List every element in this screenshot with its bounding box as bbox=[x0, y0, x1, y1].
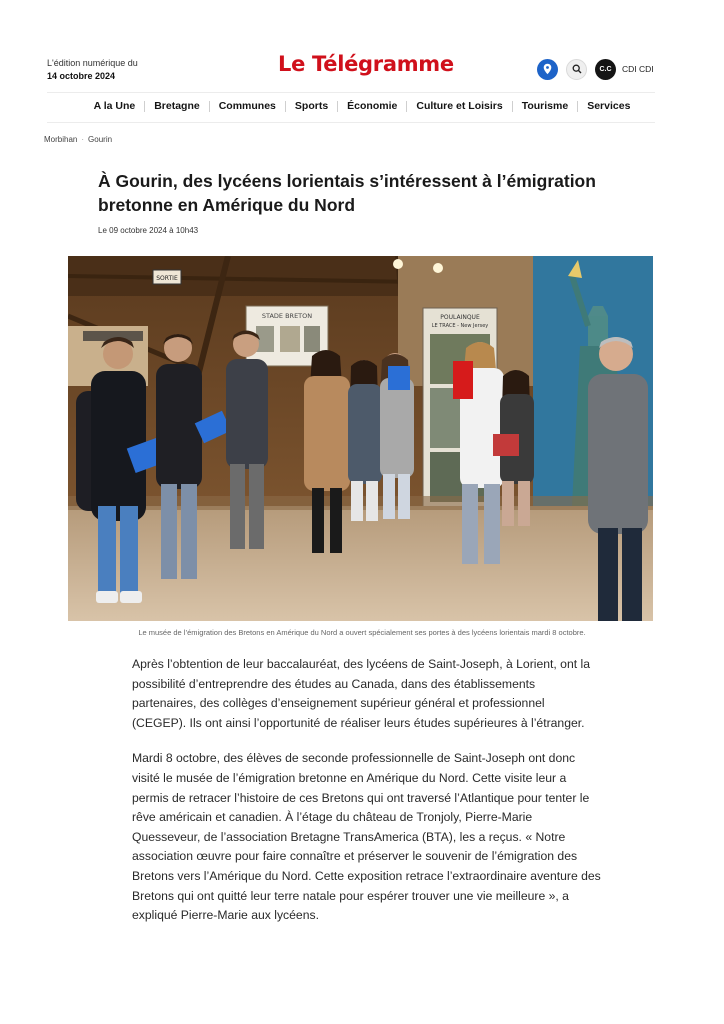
user-name[interactable]: CDI CDI bbox=[622, 64, 654, 74]
edition-label: L'édition numérique du bbox=[47, 58, 138, 68]
article-body bbox=[132, 655, 602, 942]
edition-info[interactable] bbox=[47, 57, 138, 83]
edition-date: 14 octobre 2024 bbox=[47, 71, 116, 81]
photo-caption: Le musée de l’émigration des Bretons en Amérique du Nord a ouvert spécialement ses portes à des lycéens lorientais mardi 8 octobre. bbox=[138, 628, 586, 637]
nav-divider bbox=[47, 122, 655, 123]
nav-item-sports[interactable]: Sports bbox=[294, 100, 329, 112]
breadcrumb bbox=[44, 135, 112, 144]
photo-panel-center-subtitle: LE TRACE - New Jersey bbox=[431, 323, 489, 329]
nav-item-culture-loisirs[interactable]: Culture et Loisirs bbox=[416, 100, 503, 112]
article-title: À Gourin, des lycéens lorientais s’intéressent à l’émigration bretonne en Amérique du Nord bbox=[98, 171, 596, 215]
location-icon[interactable] bbox=[537, 59, 558, 80]
breadcrumb-item-morbihan[interactable]: Morbihan bbox=[44, 135, 78, 144]
article-photo[interactable] bbox=[68, 256, 653, 621]
nav-item-economie[interactable]: Économie bbox=[347, 100, 398, 112]
main-nav bbox=[0, 100, 724, 112]
photo-panel-left-title: STADE BRETON bbox=[261, 312, 313, 320]
site-logo[interactable]: Le Télégramme bbox=[278, 52, 454, 76]
nav-item-tourisme[interactable]: Tourisme bbox=[521, 100, 569, 112]
nav-item-bretagne[interactable]: Bretagne bbox=[154, 100, 200, 112]
photo-panel-center-title: POULAINQUE bbox=[440, 314, 480, 321]
avatar[interactable]: C.C bbox=[595, 59, 616, 80]
photo-illustration bbox=[68, 256, 653, 621]
nav-item-a-la-une[interactable]: A la Une bbox=[93, 100, 136, 112]
article-paragraph: Mardi 8 octobre, des élèves de seconde professionnelle de Saint-Joseph ont donc visité le musée de l’émigration bretonne en Amérique du Nord. Cette visite leur a permis de retracer l’histoire de ces Bretons qui ont traversé l’Atlantique pour tenter le rêve américain et canadien. À l’étage du château de Tronjoly, Pierre-Marie Quesseveur, de l’association Bretagne TransAmerica (BTA), les a reçus. « Notre association œuvre pour faire connaître et préserver le souvenir de l’émigration des Bretons vers l’Amérique du Nord. Cette exposition retrace l’extraordinaire aventure des Bretons qui ont quitté leur terre natale pour espérer trouver une vie meilleure », a expliqué Pierre-Marie aux lycéens. bbox=[132, 751, 601, 923]
header-tools bbox=[537, 58, 654, 80]
photo-sign-exit: SORTIE bbox=[156, 275, 178, 282]
search-icon[interactable] bbox=[566, 59, 587, 80]
breadcrumb-separator: · bbox=[81, 135, 85, 144]
nav-item-services[interactable]: Services bbox=[587, 100, 631, 112]
article-paragraph: Après l’obtention de leur baccalauréat, des lycéens de Saint-Joseph, à Lorient, ont la possibilité d’entreprendre des études au Canada, dans des établissements partenaires, des collèges d’enseignement supérieur général et professionnel (CEGEP). Ils ont ainsi l’opportunité de réaliser leurs études supérieures à l’étranger. bbox=[132, 657, 590, 730]
header-divider bbox=[47, 92, 655, 93]
nav-item-communes[interactable]: Communes bbox=[218, 100, 276, 112]
breadcrumb-item-gourin[interactable]: Gourin bbox=[88, 135, 113, 144]
publication-date: Le 09 octobre 2024 à 10h43 bbox=[98, 226, 199, 235]
